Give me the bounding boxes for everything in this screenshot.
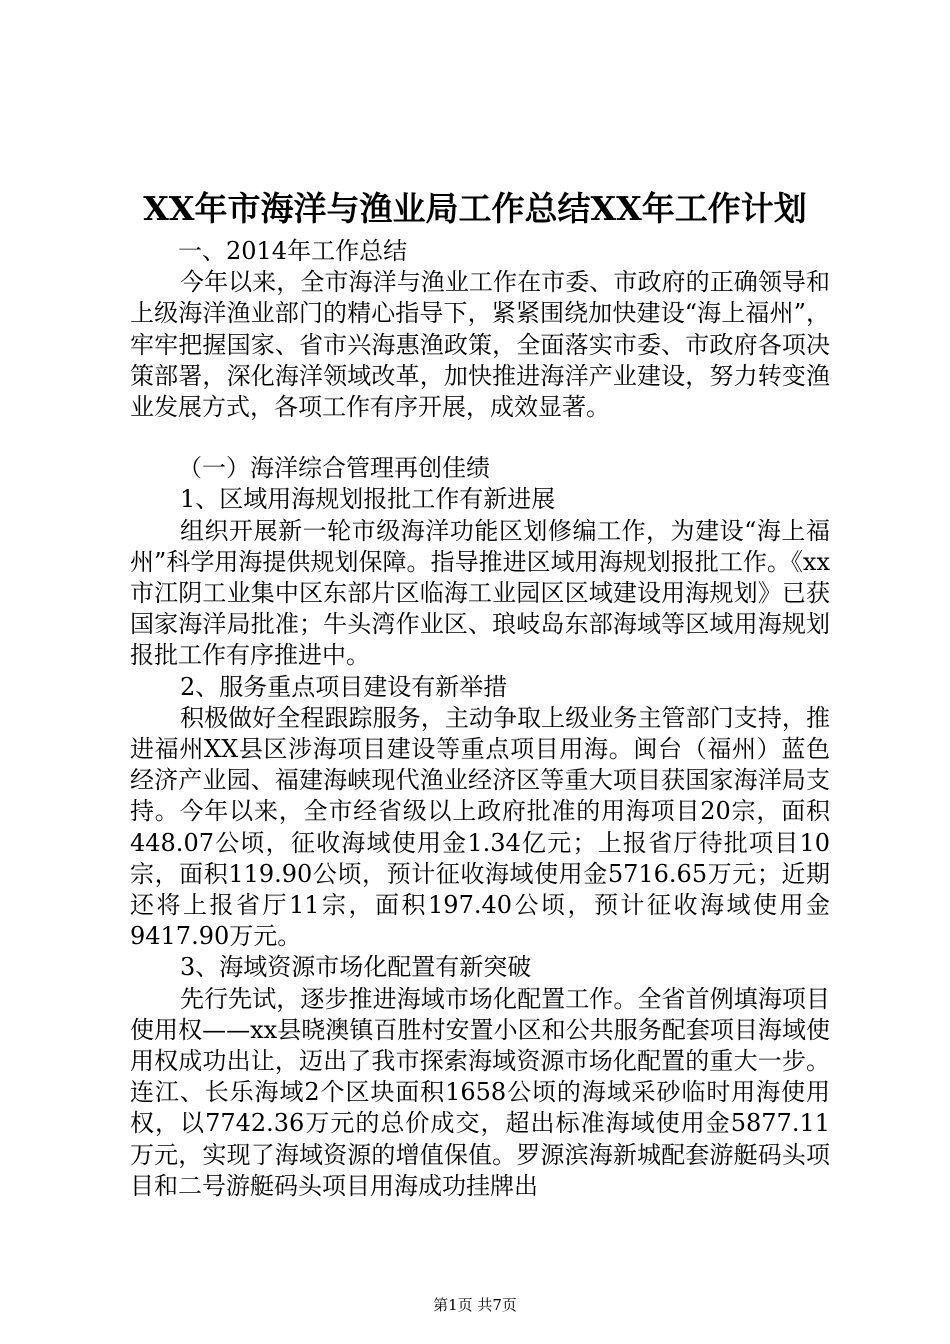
item-heading-3: 3、海域资源市场化配置有新突破 bbox=[180, 953, 532, 982]
paragraph-gap bbox=[130, 423, 830, 453]
item-paragraph-2: 积极做好全程跟踪服务，主动争取上级业务主管部门支持，推进福州XX县区涉海项目建设等重点项目用海。闽台（福州）蓝色经济产业园、福建海峡现代渔业经济区等重大项目获国家海洋局支持。今年以来，全市经省级以上政府批准的用海项目20宗，面积448.07公顷，征收海域使用金1.34亿元；上报省厅待批项目10宗，面积119.90公顷，预计征收海域使用金5716.65万元；近期还将上报省厅11宗，面积197.40公顷，预计征收海域使用金9417.90万元。 bbox=[130, 703, 830, 951]
page-footer: 第1页 共7页 bbox=[433, 1296, 517, 1314]
item-paragraph-1: 组织开展新一轮市级海洋功能区划修编工作，为建设“海上福州”科学用海提供规划保障。指导推进区域用海规划报批工作。《xx市江阴工业集中区东部片区临海工业园区区域建设用海规划》已获国家海洋局批准；牛头湾作业区、琅岐岛东部海域等区域用海规划报批工作有序推进中。 bbox=[130, 516, 830, 670]
document-title: XX年市海洋与渔业局工作总结XX年工作计划 bbox=[143, 189, 807, 228]
item-heading-2: 2、服务重点项目建设有新举措 bbox=[180, 672, 508, 701]
subsection-heading: （一）海洋综合管理再创佳绩 bbox=[178, 454, 490, 483]
item-paragraph-3: 先行先试，逐步推进海域市场化配置工作。全省首例填海项目使用权——xx县晓澳镇百胜村安置小区和公共服务配套项目海域使用权成功出让，迈出了我市探索海域资源市场化配置的重大一步。连江、长乐海域2个区块面积1658公顷的海域采砂临时用海使用权，以7742.36万元的总价成交，超出标准海域使用金5877.11万元，实现了海域资源的增值保值。罗源滨海新城配套游艇码头项目和二号游艇码头项目用海成功挂牌出 bbox=[130, 984, 830, 1200]
intro-paragraph: 今年以来，全市海洋与渔业工作在市委、市政府的正确领导和上级海洋渔业部门的精心指导下，紧紧围绕加快建设“海上福州”，牢牢把握国家、省市兴海惠渔政策，全面落实市委、市政府各项决策部署，深化海洋领域改革，加快推进海洋产业建设，努力转变渔业发展方式，各项工作有序开展，成效显著。 bbox=[130, 268, 830, 422]
item-heading-1: 1、区域用海规划报批工作有新进展 bbox=[180, 485, 556, 514]
section-heading: 一、2014年工作总结 bbox=[178, 237, 408, 265]
document-body bbox=[130, 236, 830, 1202]
